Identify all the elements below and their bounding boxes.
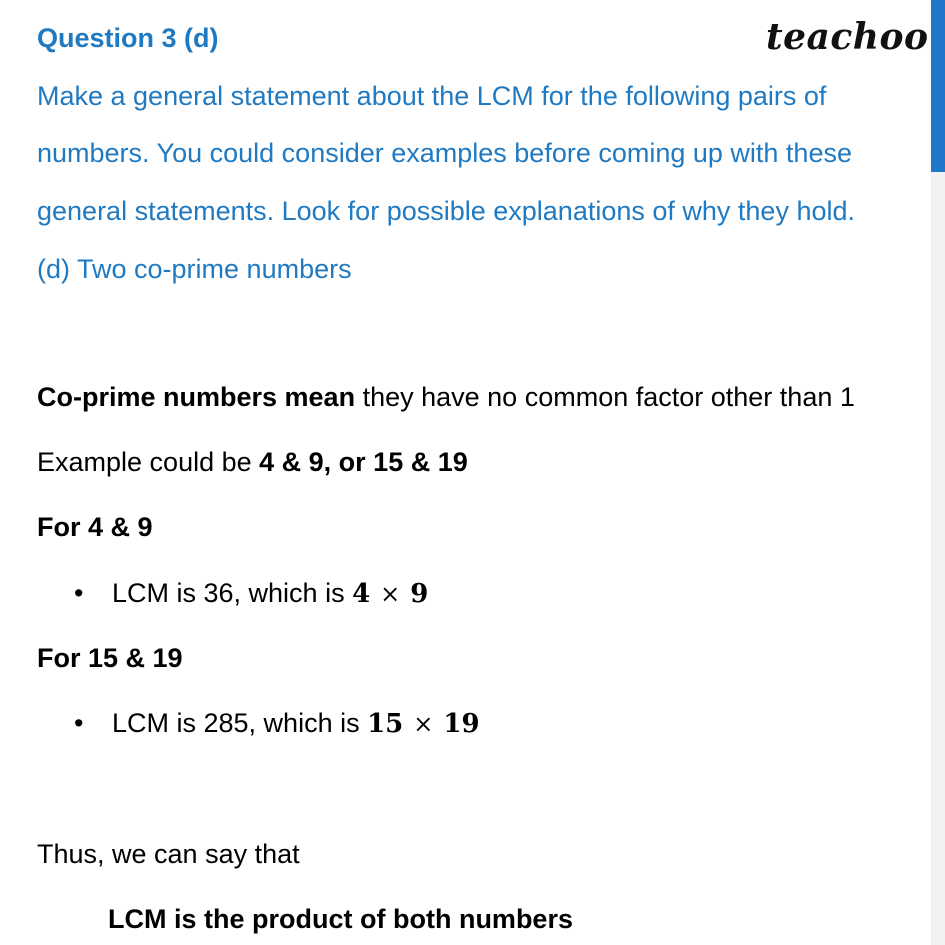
case2-factor-a: 15 (367, 709, 404, 739)
case1-heading (37, 510, 153, 544)
question-title: Question 3 (d) (37, 23, 219, 53)
thus-line: Thus, we can say that (37, 839, 300, 869)
case2-heading (37, 641, 183, 675)
conclusion-line (108, 902, 573, 936)
case1-bullet-text: LCM is 36, which is (112, 578, 353, 608)
times-icon: × (380, 580, 401, 608)
question-line-2: numbers. You could consider examples before coming up with these (37, 138, 852, 168)
scrollbar-thumb[interactable] (931, 0, 945, 172)
teachoo-logo: teachoo (766, 16, 929, 58)
case1-bullet (74, 576, 428, 611)
question-line-4: (d) Two co-prime numbers (37, 254, 352, 284)
case2-factor-b: 19 (443, 709, 480, 739)
case2-bullet (74, 706, 480, 741)
case2-heading-text: For 15 & 19 (37, 643, 183, 673)
question-line-1: Make a general statement about the LCM for the following pairs of (37, 81, 827, 111)
case2-bullet-text: LCM is 285, which is (112, 708, 368, 738)
definition-bold: Co-prime numbers mean (37, 382, 356, 412)
bullet-icon: • (74, 708, 84, 738)
example-line (37, 445, 468, 479)
example-prefix: Example could be (37, 447, 260, 477)
case1-factor-b: 9 (410, 579, 429, 609)
conclusion-text: LCM is the product of both numbers (108, 904, 573, 934)
times-icon: × (413, 710, 434, 738)
case1-heading-text: For 4 & 9 (37, 512, 153, 542)
question-line-3: general statements. Look for possible explanations of why they hold. (37, 196, 855, 226)
example-values: 4 & 9, or 15 & 19 (259, 447, 468, 477)
case1-factor-a: 4 (352, 579, 371, 609)
definition-line (37, 380, 855, 414)
bullet-icon: • (74, 578, 84, 608)
definition-rest: they have no common factor other than 1 (355, 382, 855, 412)
